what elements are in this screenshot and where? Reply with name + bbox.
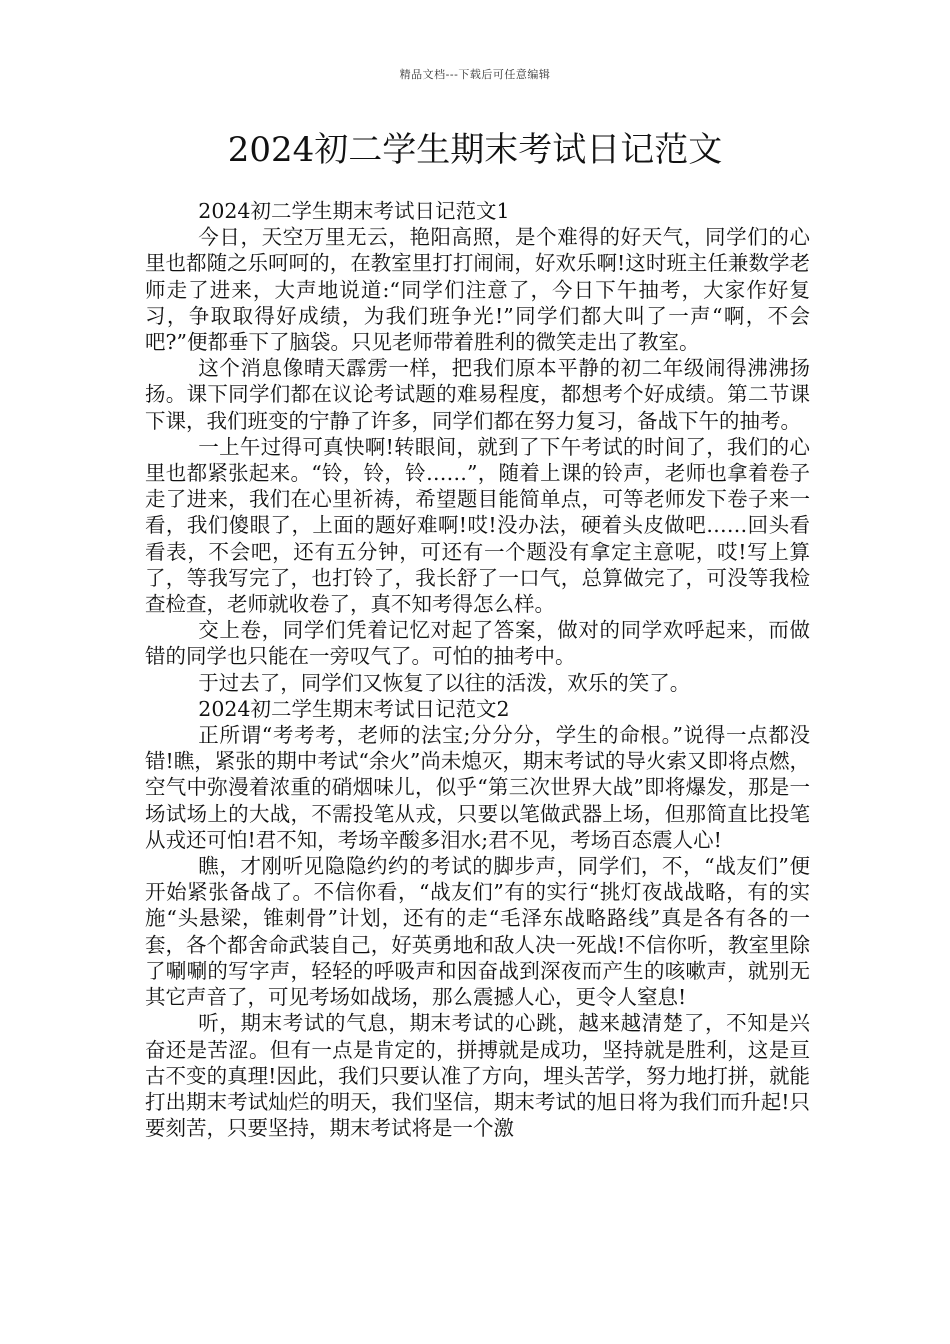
paragraph: 于过去了，同学们又恢复了以往的活泼，欢乐的笑了。 (198, 670, 691, 695)
document-body (145, 198, 810, 1141)
section-heading-1: 2024初二学生期末考试日记范文1 (198, 199, 510, 223)
paragraph: 正所谓“考考考，老师的法宝;分分分，学生的命根。”说得一点都没错!瞧，紧张的期中考试“余火”尚未熄灭，期末考试的导火索又即将点燃，空气中弥漫着浓重的硝烟味儿，似乎“第三次世界大战”即将爆发，那是一场试场上的大战，不需投笔从戎，只要以笔做武器上场，但那简直比投笔从戎还可怕!君不知，考场辛酸多泪水;君不见，考场百态震人心! (145, 723, 810, 852)
section-heading-2: 2024初二学生期末考试日记范文2 (198, 696, 510, 721)
paragraph: 今日，天空万里无云，艳阳高照，是个难得的好天气，同学们的心里也都随之乐呵呵的，在教室里打打闹闹，好欢乐啊!这时班主任兼数学老师走了进来，大声地说道:“同学们注意了，今日下午抽考，大家作好复习，争取取得好成绩，为我们班争光!”同学们都大叫了一声“啊，不会吧?”便都垂下了脑袋。只见老师带着胜利的微笑走出了教室。 (145, 225, 810, 355)
paragraph: 瞧，才刚听见隐隐约约的考试的脚步声，同学们，不，“战友们”便开始紧张备战了。不信你看，“战友们”有的实行“挑灯夜战战略，有的实施“头悬梁，锥刺骨”计划，还有的走“毛泽东战略路线”真是各有各的一套，各个都舍命武装自己，好英勇地和敌人决一死战!不信你听，教室里除了唰唰的写字声，轻轻的呼吸声和因奋战到深夜而产生的咳嗽声，就别无其它声音了，可见考场如战场，那么震撼人心，更令人窒息! (145, 854, 810, 1010)
paragraph: 听，期末考试的气息，期末考试的心跳，越来越清楚了，不知是兴奋还是苦涩。但有一点是肯定的，拼搏就是成功，坚持就是胜利，这是亘古不变的真理!因此，我们只要认准了方向，埋头苦学，努力地打拼，就能打出期末考试灿烂的明天，我们坚信，期末考试的旭日将为我们而升起!只要刻苦，只要坚持，期末考试将是一个激 (145, 1011, 810, 1141)
paragraph: 这个消息像晴天霹雳一样，把我们原本平静的初二年级闹得沸沸扬扬。课下同学们都在议论考试题的难易程度，都想考个好成绩。第二节课下课，我们班变的宁静了许多，同学们都在努力复习，备战下午的抽考。 (145, 356, 810, 433)
paragraph: 交上卷，同学们凭着记忆对起了答案，做对的同学欢呼起来，而做错的同学也只能在一旁叹气了。可怕的抽考中。 (145, 618, 810, 669)
header-note: 精品文档---下载后可任意编辑 (399, 68, 551, 81)
paragraph: 一上午过得可真快啊!转眼间，就到了下午考试的时间了，我们的心里也都紧张起来。“铃，铃，铃……”，随着上课的铃声，老师也拿着卷子走了进来，我们在心里祈祷，希望题目能简单点，可等老师发下卷子来一看，我们傻眼了，上面的题好难啊!哎!没办法，硬着头皮做吧……回头看看表，不会吧，还有五分钟，可还有一个题没有拿定主意呢，哎!写上算了，等我写完了，也打铃了，我长舒了一口气，总算做完了，可没等我检查检查，老师就收卷了，真不知考得怎么样。 (145, 434, 810, 617)
document-title: 2024初二学生期末考试日记范文 (227, 130, 723, 170)
